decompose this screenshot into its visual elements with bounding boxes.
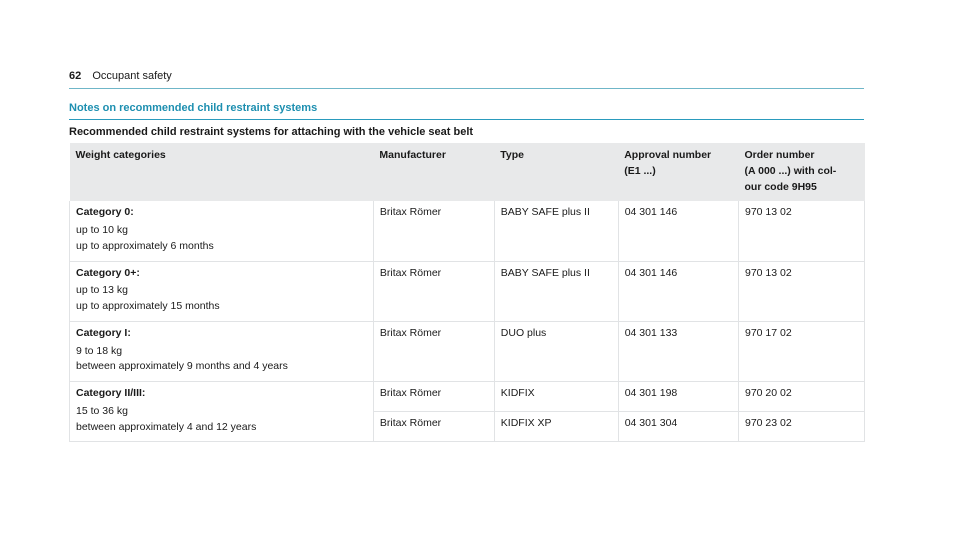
table-header-row xyxy=(70,143,865,201)
table-row xyxy=(70,261,865,321)
type-cell: BABY SAFE plus II xyxy=(494,201,618,261)
header-weight-categories xyxy=(70,143,374,201)
section-title: Notes on recommended child restraint systems xyxy=(69,102,318,114)
header-type xyxy=(494,143,618,201)
table-row xyxy=(70,201,865,261)
category-detail: between approximately 4 and 12 years xyxy=(76,420,257,433)
header-line: Type xyxy=(500,149,525,161)
manufacturer-cell: Britax Römer xyxy=(373,321,494,381)
header-line: Approval number xyxy=(624,149,712,161)
category-detail: up to approximately 6 months xyxy=(76,239,214,252)
table-row xyxy=(70,321,865,381)
header-line: our code 9H95 xyxy=(744,180,817,193)
section-divider xyxy=(69,119,864,120)
table-body xyxy=(70,201,865,442)
approval-number-cell: 04 301 198 xyxy=(618,382,738,412)
category-name: Category 0+: xyxy=(76,266,140,279)
category-detail: up to approximately 15 months xyxy=(76,300,220,312)
manufacturer-cell: Britax Römer xyxy=(373,201,494,261)
category-detail: 9 to 18 kg xyxy=(76,344,123,357)
header-divider xyxy=(69,88,864,89)
manufacturer-cell: Britax Römer xyxy=(373,382,494,412)
approval-number-cell: 04 301 146 xyxy=(618,261,738,321)
order-number-cell: 970 13 02 xyxy=(739,201,865,261)
type-cell: KIDFIX XP xyxy=(494,412,618,442)
category-detail: up to 10 kg xyxy=(76,224,128,236)
weight-category-cell xyxy=(70,321,374,381)
header-line: Weight categories xyxy=(75,149,166,161)
section-name: Occupant safety xyxy=(92,70,172,82)
order-number-cell: 970 20 02 xyxy=(739,382,865,412)
table-row xyxy=(70,382,865,412)
category-name: Category 0: xyxy=(76,206,134,219)
header-line: (E1 ...) xyxy=(624,164,656,177)
manufacturer-cell: Britax Römer xyxy=(373,412,494,442)
type-cell: BABY SAFE plus II xyxy=(494,261,618,321)
header-line: (A 000 ...) with col- xyxy=(744,164,837,177)
header-line: Order number xyxy=(744,149,815,161)
type-cell: KIDFIX xyxy=(494,382,618,412)
weight-category-cell xyxy=(70,261,374,321)
type-cell: DUO plus xyxy=(494,321,618,381)
category-detail: between approximately 9 months and 4 years xyxy=(76,360,288,373)
header-approval-number xyxy=(618,143,738,201)
category-detail: up to 13 kg xyxy=(76,284,128,297)
approval-number-cell: 04 301 146 xyxy=(618,201,738,261)
page-number: 62 xyxy=(69,70,82,82)
page-header xyxy=(69,70,172,82)
order-number-cell: 970 13 02 xyxy=(739,261,865,321)
weight-category-cell xyxy=(70,382,374,442)
order-number-cell: 970 17 02 xyxy=(739,321,865,381)
category-name: Category I: xyxy=(76,326,131,339)
manufacturer-cell: Britax Römer xyxy=(373,261,494,321)
header-line: Manufacturer xyxy=(379,149,446,161)
category-detail: 15 to 36 kg xyxy=(76,404,128,417)
header-manufacturer xyxy=(373,143,494,201)
child-restraint-table xyxy=(69,143,865,442)
category-name: Category II/III: xyxy=(76,387,146,399)
order-number-cell: 970 23 02 xyxy=(739,412,865,442)
approval-number-cell: 04 301 133 xyxy=(618,321,738,381)
approval-number-cell: 04 301 304 xyxy=(618,412,738,442)
weight-category-cell xyxy=(70,201,374,261)
header-order-number xyxy=(739,143,865,201)
table-subtitle: Recommended child restraint systems for attaching with the vehicle seat belt xyxy=(69,126,474,138)
